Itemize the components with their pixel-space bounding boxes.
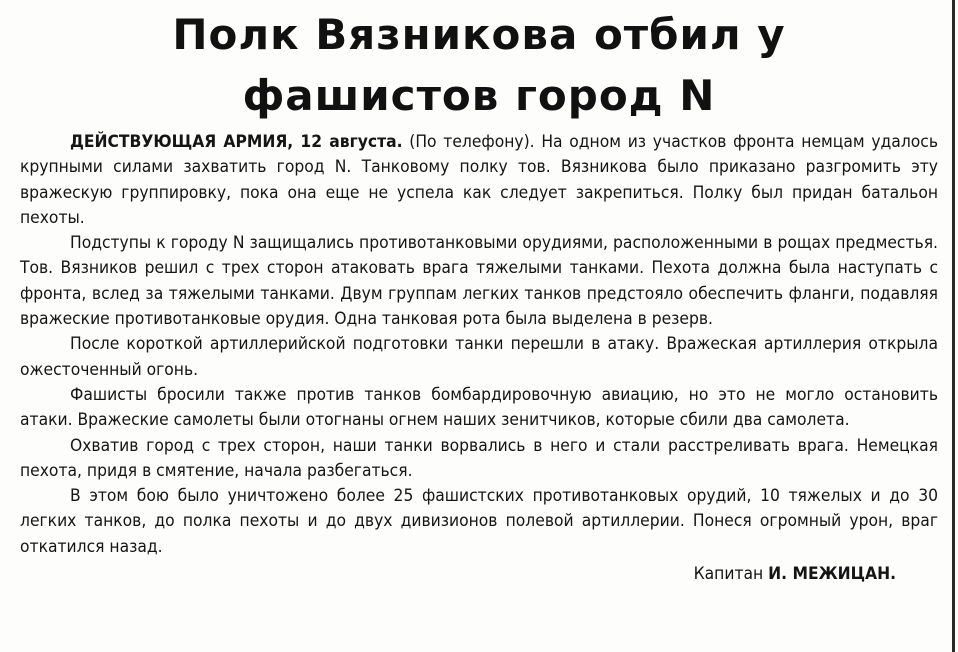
signature-rank: Капитан <box>693 564 764 585</box>
article-body <box>20 130 938 560</box>
paragraph-1-text: (По телефону). На одном из участков фронта немцам удалось крупными силами захватить город N. Танковому полку тов. Вязникова было приказано разгромить эту вражескую группировку, пока она еще не успела как следует закрепиться. Полку был придан батальон пехоты. <box>20 132 938 228</box>
paragraph-3: После короткой артиллерийской подготовки танки перешли в атаку. Вражеская артиллерия открыла ожесточенный огонь. <box>20 334 938 380</box>
paragraph-4: Фашисты бросили также против танков бомбардировочную авиацию, но это не могло остановить атаки. Вражеские самолеты были отогнаны огнем наших зенитчиков, которые сбили два самолета. <box>20 384 938 431</box>
paragraph-5: Охватив город с трех сторон, наши танки ворвались в него и стали расстреливать врага. Немецкая пехота, придя в смятение, начала разбегаться. <box>20 435 938 481</box>
paragraph-2: Подступы к городу N защищались противотанковыми орудиями, расположенными в рощах предместья. Тов. Вязников решил с трех сторон атаковать врага тяжелыми танками. Пехота должна была наступать с фронта, вслед за тяжелыми танками. Двум группам легких танков предстояло обеспечить фланги, подавляя вражеские противотанковые орудия. Одна танковая рота была выделена в резерв. <box>20 233 938 330</box>
headline-line-2: фашистов город N <box>242 71 716 120</box>
headline-line-1: Полк Вязникова отбил у <box>172 10 786 59</box>
column-rule <box>952 0 955 652</box>
signature-name: И. МЕЖИЦАН. <box>768 564 896 585</box>
dateline: ДЕЙСТВУЮЩАЯ АРМИЯ, 12 августа. <box>70 132 403 152</box>
headline <box>20 4 938 126</box>
paragraph-6: В этом бою было уничтожено более 25 фашистских противотанковых орудий, 10 тяжелых и до 30 легких танков, до полка пехоты и до двух дивизионов полевой артиллерии. Понеся огромный урон, враг откатился назад. <box>20 486 938 557</box>
signature <box>20 562 938 587</box>
paragraph-1 <box>20 130 938 231</box>
